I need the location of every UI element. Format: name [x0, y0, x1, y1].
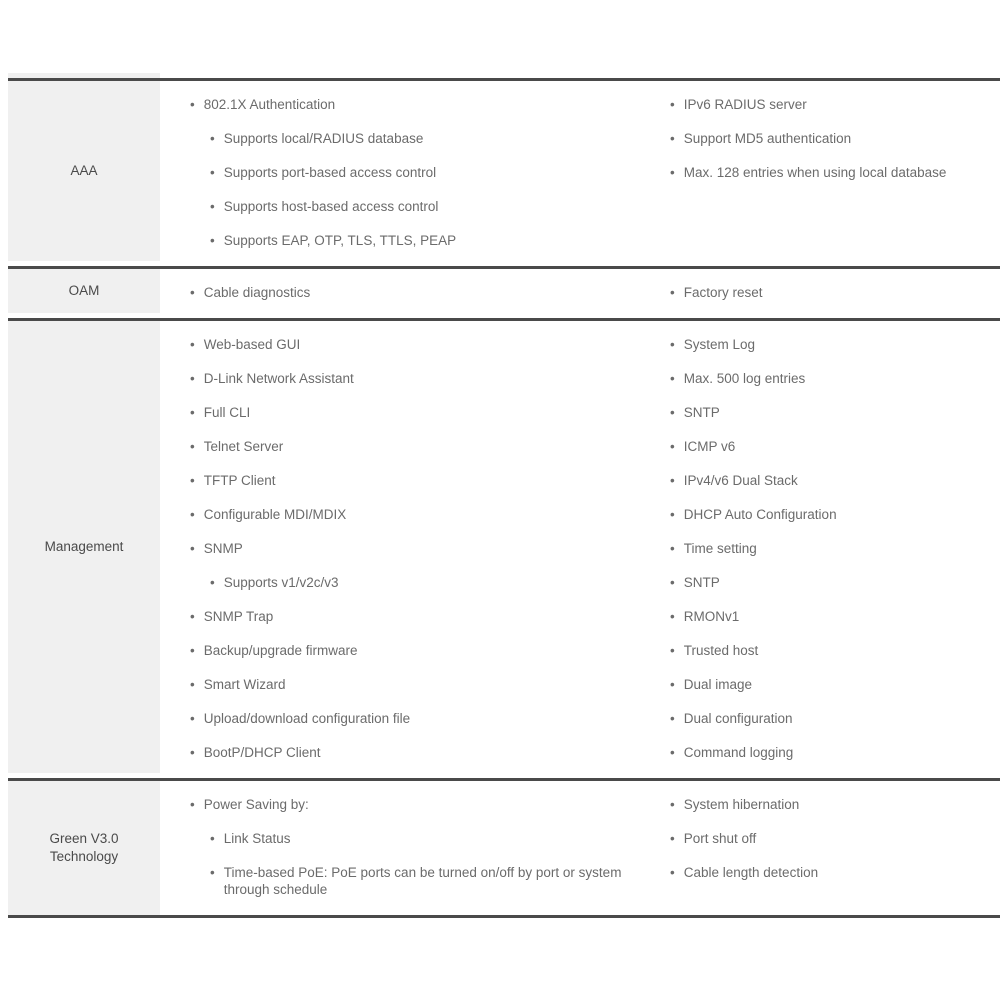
- feature-column-left: [160, 81, 640, 266]
- bullet-icon: •: [210, 233, 215, 248]
- spec-item: [670, 676, 994, 693]
- spec-item: [210, 164, 634, 181]
- bullet-icon: •: [190, 711, 195, 726]
- bullet-icon: •: [190, 643, 195, 658]
- spec-item: [190, 506, 634, 523]
- spec-item: [670, 864, 994, 881]
- spec-item: [190, 370, 634, 387]
- feature-column-right: [640, 781, 1000, 915]
- spec-item: [190, 540, 634, 557]
- spec-item: [670, 96, 994, 113]
- bullet-icon: •: [670, 541, 675, 556]
- spec-item-text: Time-based PoE: PoE ports can be turned on/off by port or system through schedule: [223, 865, 622, 897]
- spec-item-text: Port shut off: [683, 831, 757, 846]
- spec-item: [670, 336, 994, 353]
- spec-item-text: Dual configuration: [683, 711, 793, 726]
- spec-item: [670, 608, 994, 625]
- feature-column-right: [640, 321, 1000, 778]
- spec-item: [210, 864, 634, 898]
- section-label-cell: [8, 781, 160, 915]
- spec-item: [190, 96, 634, 113]
- spec-item-text: Configurable MDI/MDIX: [203, 507, 347, 522]
- bullet-icon: •: [670, 507, 675, 522]
- spec-item-text: Telnet Server: [203, 439, 284, 454]
- bullet-icon: •: [190, 507, 195, 522]
- bullet-icon: •: [670, 609, 675, 624]
- bullet-icon: •: [190, 97, 195, 112]
- bullet-icon: •: [670, 643, 675, 658]
- spec-item: [210, 198, 634, 215]
- spec-item: [190, 284, 634, 301]
- spec-item-text: Supports host-based access control: [223, 199, 439, 214]
- spec-item: [670, 540, 994, 557]
- section-label: Green V3.0 Technology: [49, 831, 119, 864]
- bullet-icon: •: [190, 473, 195, 488]
- spec-item: [670, 164, 994, 181]
- bullet-icon: •: [670, 865, 675, 880]
- bullet-icon: •: [670, 677, 675, 692]
- section-label: AAA: [70, 163, 98, 178]
- section-label-cell: [8, 269, 160, 313]
- bullet-icon: •: [670, 371, 675, 386]
- spec-item: [670, 438, 994, 455]
- bullet-icon: •: [190, 439, 195, 454]
- spec-item-text: Factory reset: [683, 285, 763, 300]
- feature-column-left: [160, 781, 640, 915]
- bullet-icon: •: [670, 797, 675, 812]
- spec-item: [670, 744, 994, 761]
- spec-item-text: Max. 128 entries when using local database: [683, 165, 947, 180]
- bullet-icon: •: [670, 473, 675, 488]
- bullet-icon: •: [670, 337, 675, 352]
- bullet-icon: •: [210, 831, 215, 846]
- spec-item: [670, 710, 994, 727]
- spec-item: [190, 710, 634, 727]
- bullet-icon: •: [670, 745, 675, 760]
- feature-column-right: [640, 269, 1000, 318]
- spec-item: [670, 284, 994, 301]
- bullet-icon: •: [210, 575, 215, 590]
- bullet-icon: •: [190, 677, 195, 692]
- spec-item-text: DHCP Auto Configuration: [683, 507, 837, 522]
- spec-item-text: IPv4/v6 Dual Stack: [683, 473, 798, 488]
- spec-item-text: Power Saving by:: [203, 797, 309, 812]
- spec-item-text: TFTP Client: [203, 473, 276, 488]
- spec-item-text: Upload/download configuration file: [203, 711, 411, 726]
- spec-item: [190, 438, 634, 455]
- spec-item-text: Supports v1/v2c/v3: [223, 575, 339, 590]
- spec-item: [190, 796, 634, 813]
- feature-column-left: [160, 321, 640, 778]
- spec-item-text: Web-based GUI: [203, 337, 301, 352]
- bullet-icon: •: [670, 831, 675, 846]
- spec-item-text: SNTP: [683, 575, 720, 590]
- bullet-icon: •: [190, 337, 195, 352]
- bullet-icon: •: [210, 165, 215, 180]
- spec-item-text: Link Status: [223, 831, 291, 846]
- spec-item: [210, 830, 634, 847]
- spec-item: [190, 336, 634, 353]
- bullet-icon: •: [670, 285, 675, 300]
- spec-item-text: RMONv1: [683, 609, 740, 624]
- spec-item: [210, 574, 634, 591]
- spec-item: [670, 642, 994, 659]
- section-label: Management: [44, 539, 124, 554]
- bullet-icon: •: [190, 285, 195, 300]
- section-label: OAM: [68, 283, 100, 298]
- spec-item-text: ICMP v6: [683, 439, 736, 454]
- spec-item: [670, 796, 994, 813]
- section-content: [160, 81, 1000, 266]
- spec-table: [8, 78, 1000, 918]
- spec-item: [190, 676, 634, 693]
- section-content: [160, 269, 1000, 318]
- spec-item-text: Cable length detection: [683, 865, 819, 880]
- spec-item-text: 802.1X Authentication: [203, 97, 336, 112]
- section-row-oam: [8, 269, 1000, 321]
- spec-item-text: Backup/upgrade firmware: [203, 643, 358, 658]
- bullet-icon: •: [670, 405, 675, 420]
- spec-item-text: Cable diagnostics: [203, 285, 311, 300]
- section-row-green: [8, 781, 1000, 918]
- feature-column-right: [640, 81, 1000, 266]
- bullet-icon: •: [210, 199, 215, 214]
- spec-item: [190, 744, 634, 761]
- spec-item: [190, 608, 634, 625]
- spec-item-text: Supports local/RADIUS database: [223, 131, 424, 146]
- bullet-icon: •: [190, 797, 195, 812]
- spec-item: [670, 472, 994, 489]
- bullet-icon: •: [210, 131, 215, 146]
- bullet-icon: •: [670, 439, 675, 454]
- spec-item-text: Support MD5 authentication: [683, 131, 852, 146]
- spec-item-text: SNMP Trap: [203, 609, 274, 624]
- bullet-icon: •: [210, 865, 215, 880]
- feature-column-left: [160, 269, 640, 318]
- spec-item-text: SNTP: [683, 405, 720, 420]
- spec-item-text: Smart Wizard: [203, 677, 286, 692]
- section-label-cell: [8, 81, 160, 261]
- section-label-cell: [8, 321, 160, 773]
- section-row-management: [8, 321, 1000, 781]
- spec-item-text: Trusted host: [683, 643, 759, 658]
- spec-item-text: Supports EAP, OTP, TLS, TTLS, PEAP: [223, 233, 457, 248]
- spec-item: [190, 404, 634, 421]
- spec-item-text: Full CLI: [203, 405, 251, 420]
- spec-item: [190, 472, 634, 489]
- spec-item-text: Supports port-based access control: [223, 165, 437, 180]
- spec-item-text: Max. 500 log entries: [683, 371, 806, 386]
- bullet-icon: •: [190, 745, 195, 760]
- bullet-icon: •: [190, 609, 195, 624]
- spec-item: [190, 642, 634, 659]
- bullet-icon: •: [670, 97, 675, 112]
- spec-item-text: BootP/DHCP Client: [203, 745, 321, 760]
- spec-item-text: System hibernation: [683, 797, 800, 812]
- bullet-icon: •: [670, 575, 675, 590]
- spec-item-text: D-Link Network Assistant: [203, 371, 354, 386]
- spec-item: [670, 830, 994, 847]
- bullet-icon: •: [670, 165, 675, 180]
- spec-item-text: Command logging: [683, 745, 794, 760]
- spec-item: [670, 404, 994, 421]
- spec-item: [670, 574, 994, 591]
- spec-item: [670, 130, 994, 147]
- spec-item: [670, 370, 994, 387]
- spec-item-text: Time setting: [683, 541, 757, 556]
- spec-item-text: IPv6 RADIUS server: [683, 97, 807, 112]
- section-content: [160, 781, 1000, 915]
- spec-item-text: System Log: [683, 337, 756, 352]
- spec-item-text: Dual image: [683, 677, 753, 692]
- spec-item-text: SNMP: [203, 541, 243, 556]
- spec-item: [670, 506, 994, 523]
- bullet-icon: •: [670, 711, 675, 726]
- bullet-icon: •: [190, 405, 195, 420]
- bullet-icon: •: [670, 131, 675, 146]
- bullet-icon: •: [190, 371, 195, 386]
- spec-item: [210, 232, 634, 249]
- section-content: [160, 321, 1000, 778]
- spec-item: [210, 130, 634, 147]
- section-row-aaa: [8, 81, 1000, 269]
- bullet-icon: •: [190, 541, 195, 556]
